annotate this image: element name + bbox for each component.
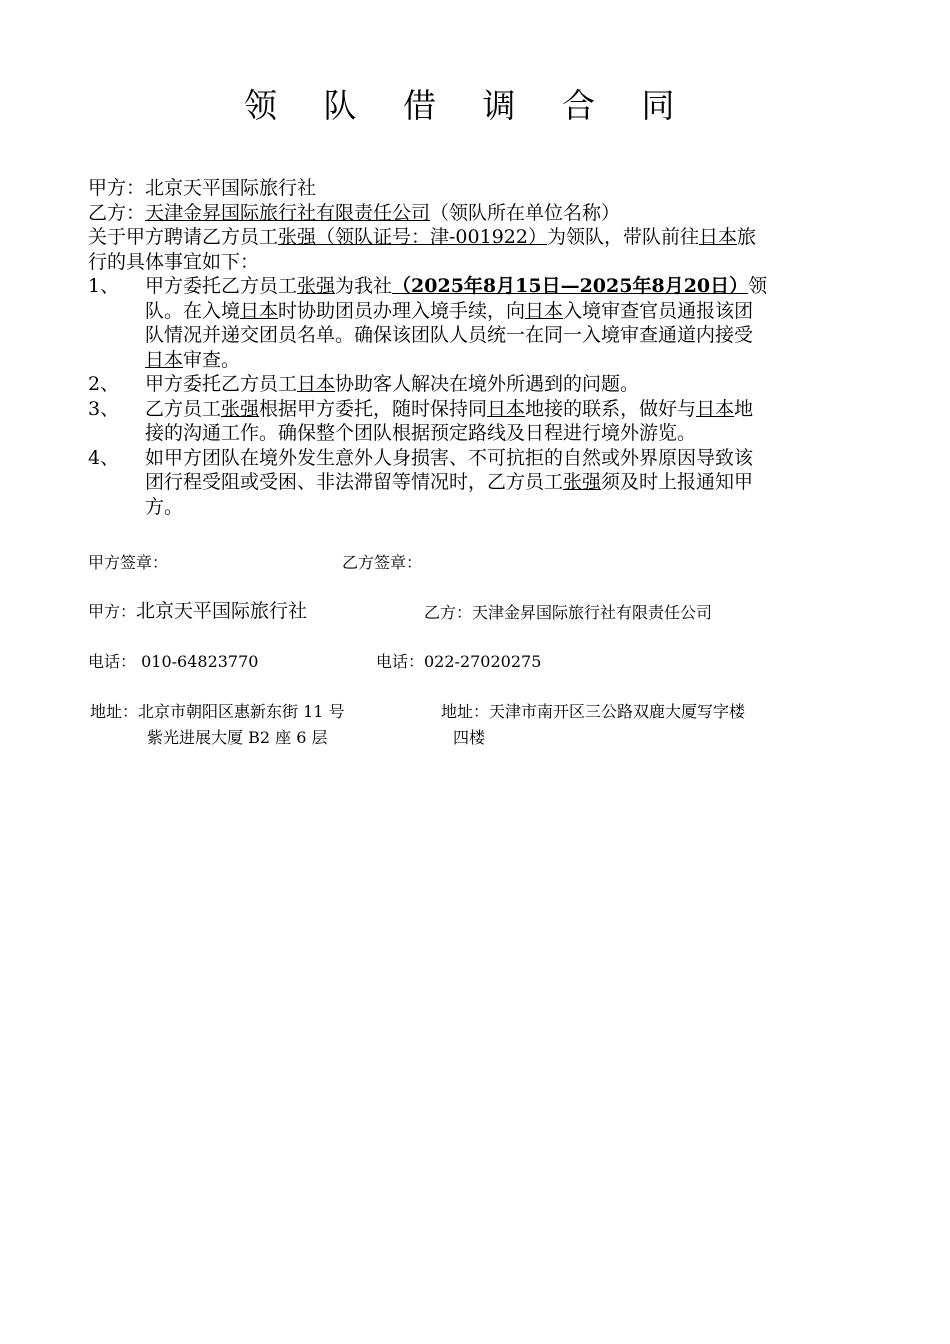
clause-text-part: 甲方委托乙方员工 — [145, 275, 298, 297]
destination: 日本 — [297, 373, 336, 395]
clause-text-part: 队情况并递交团员名单。确保该团队人员统一在同一入境审查通道内接受 — [145, 324, 754, 346]
destination: 日本 — [698, 226, 737, 248]
footer-party-b — [424, 602, 712, 624]
party-b-name: 天津金昇国际旅行社有限责任公司 — [145, 201, 431, 224]
footer-party-a-name: 北京天平国际旅行社 — [136, 600, 308, 622]
footer-party-b-label: 乙方： — [424, 603, 473, 622]
clause-text-part: 接的沟通工作。确保整个团队根据预定路线及日程进行境外游览。 — [145, 422, 697, 444]
clause-text-part: 地 — [734, 397, 754, 420]
clause-1 — [88, 274, 864, 372]
clause-text-part: 协助客人解决在境外所遇到的问题。 — [335, 373, 640, 395]
clause-number: 3、 — [88, 397, 120, 420]
party-b-label: 乙方： — [88, 201, 146, 224]
party-a-address-line-2: 紫光进展大厦 B2 座 6 层 — [147, 728, 328, 747]
leader-name: 张强（领队证号：津-001922） — [278, 226, 547, 248]
clause-text-part: 团行程受阻或受困、非法滞留等情况时，乙方员工 — [145, 471, 564, 493]
clause-text — [145, 274, 864, 372]
footer-party-b-name: 天津金昇国际旅行社有限责任公司 — [472, 603, 713, 622]
intro-text: 关于甲方聘请乙方员工 — [88, 226, 279, 248]
clause-text-part: 方。 — [145, 495, 184, 518]
party-a-phone: 电话： 010-64823770 — [88, 652, 259, 671]
clause-number: 1、 — [88, 275, 120, 297]
party-b-address-line-2: 四楼 — [453, 728, 486, 747]
clause-text-part: 如甲方团队在境外发生意外人身损害、不可抗拒的自然或外界原因导致该 — [145, 446, 754, 469]
clause-text — [145, 446, 864, 520]
intro-text: 旅 — [737, 226, 757, 248]
party-a-address-line-1: 地址：北京市朝阳区惠新东街 11 号 — [90, 702, 345, 721]
clause-text-part: 为我社 — [335, 275, 393, 297]
document-title: 领 队 借 调 合 同 — [244, 86, 693, 125]
intro-line-2: 行的具体事宜如下： — [88, 250, 260, 273]
clause-4 — [88, 446, 864, 520]
clause-text-part: 时协助团员办理入境手续，向 — [278, 299, 526, 322]
leader-name: 张强 — [297, 275, 336, 297]
party-a-name: 北京天平国际旅行社 — [145, 177, 317, 199]
clause-text — [145, 397, 864, 446]
party-a-line — [88, 176, 864, 201]
intro-text: 为领队，带队前往 — [546, 226, 699, 248]
clause-text-part: 根据甲方委托，随时保持同 — [259, 397, 488, 420]
intro-line-1 — [88, 225, 864, 250]
party-b-address-line-1: 地址：天津市南开区三公路双鹿大厦写字楼 — [441, 702, 746, 721]
clause-text-part: 领 — [748, 275, 768, 297]
clause-number: 2、 — [88, 373, 120, 395]
tour-dates: （2025年8月15日—2025年8月20日） — [392, 275, 749, 297]
clause-number: 4、 — [88, 446, 120, 469]
clause-text — [145, 372, 864, 397]
clause-text-part: 队。在入境 — [145, 299, 241, 322]
clause-2 — [88, 372, 864, 397]
clause-text-part: 地接的联系，做好与 — [525, 397, 697, 420]
party-a-signature-label: 甲方签章： — [88, 553, 169, 572]
leader-name: 张强 — [563, 471, 602, 493]
party-a-label: 甲方： — [88, 177, 146, 199]
clause-text-part: 须及时上报通知甲 — [601, 471, 754, 493]
clause-text-part: 审查。 — [183, 348, 241, 371]
footer-party-a-label: 甲方： — [88, 602, 137, 621]
clause-text-part: 甲方委托乙方员工 — [145, 373, 298, 395]
clause-3 — [88, 397, 864, 446]
party-b-phone: 电话：022-27020275 — [376, 652, 542, 671]
destination: 日本 — [240, 299, 279, 322]
clause-text-part: 乙方员工 — [145, 397, 222, 420]
destination: 日本 — [145, 348, 184, 371]
contract-body — [88, 176, 864, 519]
clause-text-part: 入境审查官员通报该团 — [563, 299, 754, 322]
destination: 日本 — [525, 299, 564, 322]
footer-party-a — [88, 600, 307, 623]
party-b-note: （领队所在单位名称） — [430, 201, 621, 224]
party-b-signature-label: 乙方签章： — [342, 553, 423, 572]
party-b-line — [88, 201, 864, 226]
destination: 日本 — [487, 397, 526, 420]
leader-name: 张强 — [221, 397, 260, 420]
destination: 日本 — [696, 397, 735, 420]
